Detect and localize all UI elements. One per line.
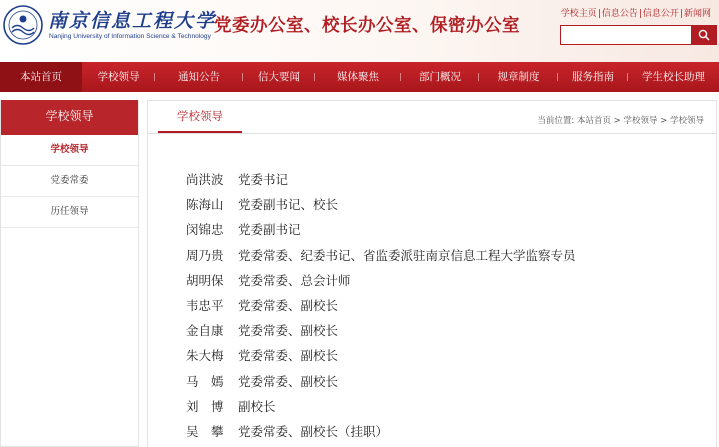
site-header (0, 0, 719, 62)
leader-title: 副校长 (238, 398, 276, 414)
nav-regulations[interactable] (479, 62, 558, 92)
university-emblem-icon[interactable] (3, 5, 43, 45)
leader-row (186, 318, 576, 343)
leader-title: 党委副书记、校长 (238, 197, 339, 213)
logo-english-name[interactable]: Nanjing University of Information Science & Technology (49, 33, 211, 40)
nav-student-assistant-label: 学生校长助理 (642, 71, 705, 83)
top-link-school-home[interactable]: 学校主页 (560, 9, 597, 19)
nav-service-guide[interactable] (558, 62, 628, 92)
leader-row (186, 419, 576, 444)
top-links: 学校主页|信息公告|信息公开|新闻网 (560, 9, 711, 19)
leader-title: 党委常委、副校长 (238, 373, 339, 389)
leader-row (186, 369, 576, 394)
search-input[interactable] (561, 26, 692, 44)
sidebar (0, 100, 139, 447)
tab-school-leaders[interactable]: 学校领导 (158, 101, 242, 133)
leader-name: 尚洪波 (186, 172, 224, 187)
search-icon (698, 29, 710, 41)
nav-department[interactable] (401, 62, 479, 92)
leader-row (186, 243, 576, 268)
nav-home-label: 本站首页 (20, 71, 62, 83)
leader-name: 刘 博 (186, 398, 224, 414)
main-content (147, 100, 717, 447)
top-link-info-disclosure[interactable]: 信息公开 (642, 9, 679, 19)
leader-row (186, 343, 576, 368)
leader-title: 党委书记 (238, 172, 289, 187)
main-nav (0, 62, 719, 92)
leader-name: 闵锦忠 (186, 222, 224, 238)
nav-service-guide-label: 服务指南 (572, 71, 614, 83)
leader-name: 陈海山 (186, 197, 224, 213)
leader-title: 党委常委、总会计师 (238, 272, 351, 288)
sidebar-heading: 学校领导 (1, 100, 138, 135)
nav-media[interactable] (315, 62, 401, 92)
leader-title: 党委常委、纪委书记、省监委派驻南京信息工程大学监察专员 (238, 247, 576, 263)
nav-home[interactable] (0, 62, 82, 92)
sidebar-item-former-leaders[interactable]: 历任领导 (1, 197, 138, 228)
leader-row (186, 394, 576, 419)
leader-name: 金自康 (186, 323, 224, 339)
nav-school-leaders-label: 学校领导 (97, 71, 140, 83)
nav-school-leaders[interactable] (82, 62, 155, 92)
leader-title: 党委常委、副校长 (238, 348, 339, 364)
nav-media-label: 媒体聚焦 (337, 71, 379, 83)
logo-chinese-name[interactable]: 南京信息工程大学 (48, 10, 217, 32)
leader-list (186, 167, 576, 444)
breadcrumb: 当前位置: 本站首页 > 学校领导 > 学校领导 (537, 116, 704, 126)
nav-department-label: 部门概况 (419, 71, 461, 83)
nav-regulations-label: 规章制度 (497, 71, 540, 83)
sidebar-item-standing-committee[interactable]: 党委常委 (1, 166, 138, 197)
leader-row (186, 217, 576, 242)
leader-title: 党委副书记 (238, 222, 301, 238)
leader-title: 党委常委、副校长 (238, 323, 339, 339)
nav-news-label: 信大要闻 (258, 71, 300, 83)
leader-row (186, 192, 576, 217)
leader-name: 胡明保 (186, 272, 224, 288)
content-tab-bar (148, 101, 716, 134)
leader-name: 马 嫣 (186, 373, 224, 389)
nav-announcements[interactable] (155, 62, 243, 92)
leader-name: 朱大梅 (186, 348, 224, 364)
nav-student-assistant[interactable] (628, 62, 719, 92)
search-box (560, 25, 717, 45)
leader-title: 党委常委、副校长（挂职） (238, 423, 389, 439)
search-button[interactable] (691, 26, 716, 44)
top-link-announcements[interactable]: 信息公告 (601, 9, 638, 19)
leader-row (186, 167, 576, 192)
nav-announcements-label: 通知公告 (178, 71, 220, 83)
nav-news[interactable] (243, 62, 315, 92)
leader-name: 周乃贵 (186, 247, 224, 263)
leader-row (186, 293, 576, 318)
top-link-news[interactable]: 新闻网 (683, 9, 711, 19)
leader-title: 党委常委、副校长 (238, 297, 339, 313)
leader-row (186, 268, 576, 293)
sidebar-item-school-leaders[interactable]: 学校领导 (1, 135, 138, 166)
leader-name: 吴 攀 (186, 423, 224, 439)
leader-name: 韦忠平 (186, 297, 224, 313)
site-title: 党委办公室、校长办公室、保密办公室 (214, 16, 520, 36)
